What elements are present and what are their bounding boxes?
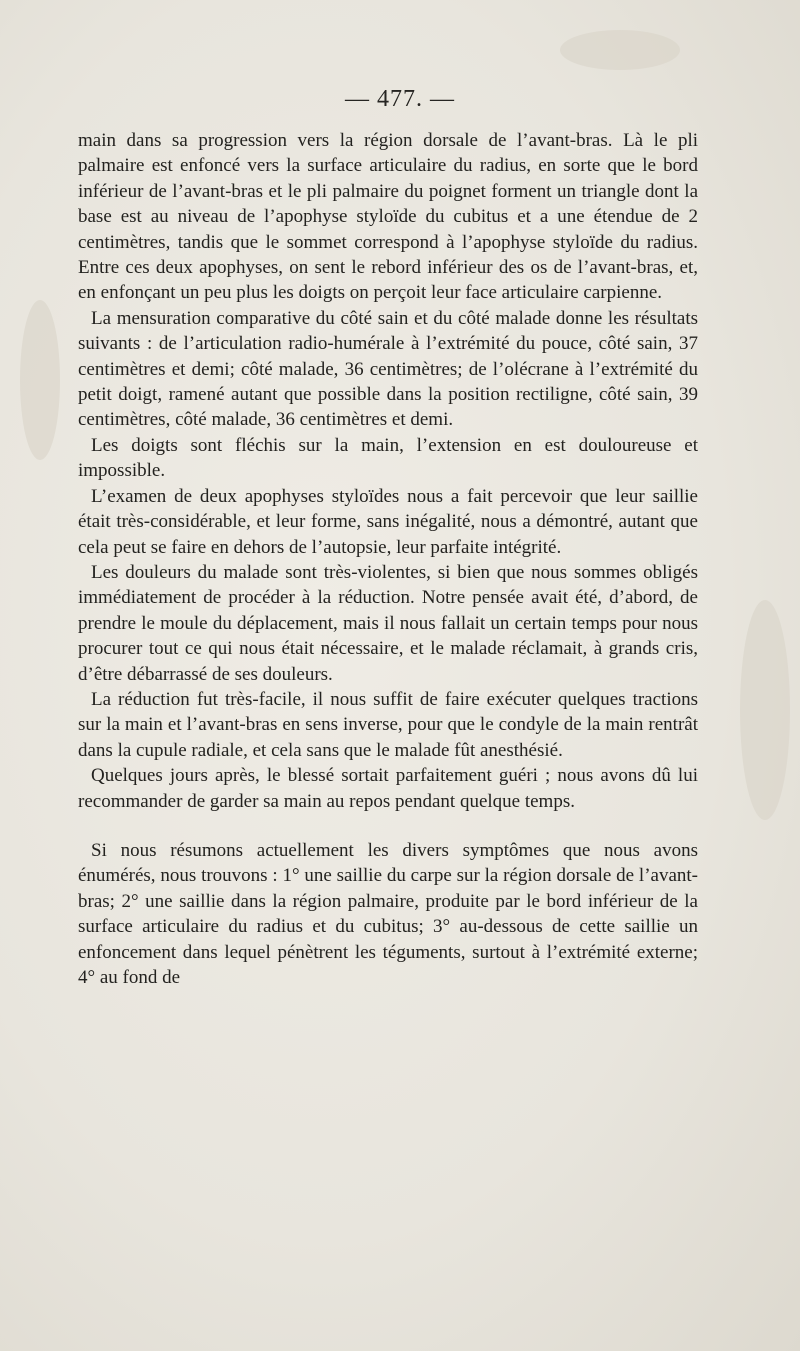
paragraph: main dans sa progression vers la région dorsale de l’avant-bras. Là le pli palmaire est enfoncé vers la surface articulaire du radius, en sorte que le bord inférieur de l’avant-bras et le pli palmaire du poignet forment un triangle dont la base est au niveau de l’apophyse styloïde du cubitus et a une étendue de 2 centimètres, tandis que le sommet correspond à l’apophyse styloïde du radius. Entre ces deux apophyses, on sent le rebord inférieur des os de l’avant-bras, et, en enfonçant un peu plus les doigts on perçoit leur face articulaire carpienne. — [78, 130, 698, 304]
paragraph: Les douleurs du malade sont très-violentes, si bien que nous sommes obligés immédiatement de procéder à la réduction. Notre pensée avait été, d’abord, de prendre le moule du déplacement, mais il nous fallait un certain temps pour nous procurer tout ce qui nous était nécessaire, et le malade réclamait, à grands cris, d’être débarrassé de ses douleurs. — [78, 561, 698, 685]
paragraph: Si nous résumons actuellement les divers symptômes que nous avons énumérés, nous trouvons : 1° une saillie du carpe sur la région dorsale de l’avant-bras; 2° une saillie dans la région palmaire, produite par le bord inférieur de la surface articulaire du radius et du cubitus; 3° au-dessous de cette saillie un enfoncement dans lequel pénètrent les téguments, surtout à l’extrémité externe; 4° au fond de — [78, 839, 698, 988]
paragraph: La réduction fut très-facile, il nous suffit de faire exécuter quelques tractions sur la main et l’avant-bras en sens inverse, pour que le condyle de la main rentrât dans la cupule radiale, et cela sans que le malade fût anesthésié. — [78, 688, 698, 761]
body-text — [78, 128, 698, 990]
paragraph: Quelques jours après, le blessé sortait parfaitement guéri ; nous avons dû lui recommander de garder sa main au repos pendant quelque temps. — [78, 765, 698, 812]
paragraph: L’examen de deux apophyses styloïdes nous a fait percevoir que leur saillie était très-considérable, et leur forme, sans inégalité, nous a démontré, autant que cela peut se faire en dehors de l’autopsie, leur parfaite intégrité. — [78, 485, 698, 558]
paper-stain — [20, 300, 60, 460]
paper-stain — [560, 30, 680, 70]
paper-stain — [740, 600, 790, 820]
paragraph: Les doigts sont fléchis sur la main, l’extension en est douloureuse et impossible. — [78, 434, 698, 482]
page-number: — 477. — — [345, 86, 455, 112]
paragraph: La mensuration comparative du côté sain et du côté malade donne les résultats suivants : de l’articulation radio-humérale à l’extrémité du pouce, côté sain, 37 centimètres et demi; côté malade, 36 centimètres; de l’olécrane à l’extrémité du petit doigt, ramené autant que possible dans la position rectiligne, côté sain, 39 centimètres, côté malade, 36 centimètres et demi. — [78, 307, 698, 431]
